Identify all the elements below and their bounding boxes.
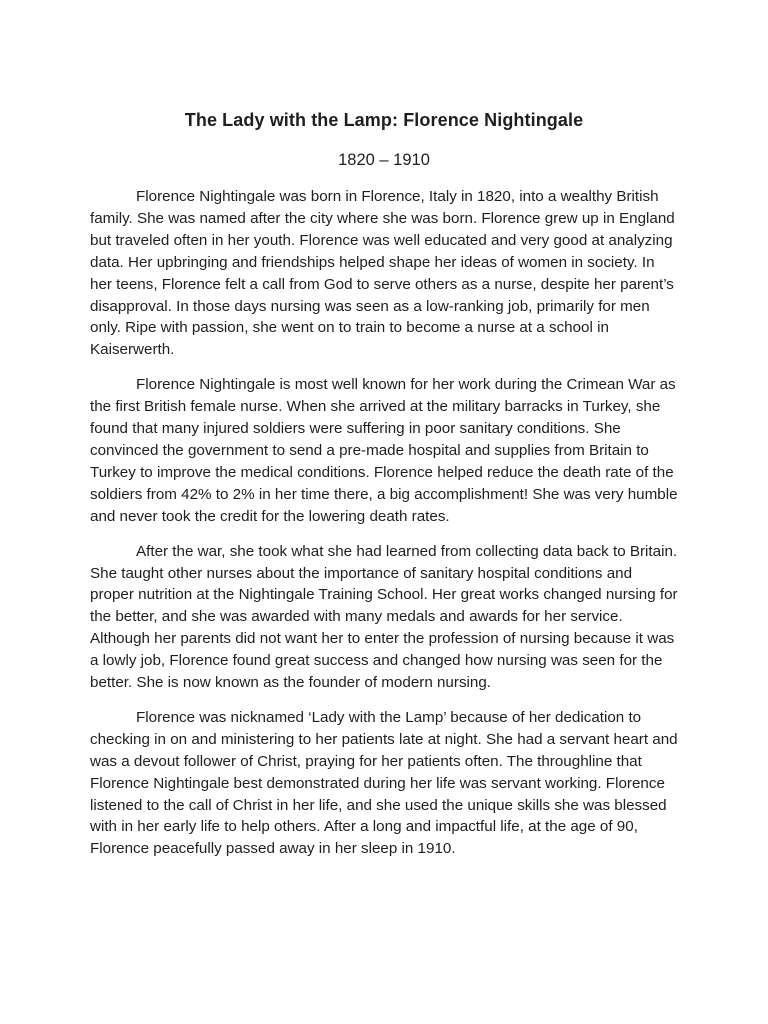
document-title: The Lady with the Lamp: Florence Nightingale — [184, 110, 584, 130]
paragraph-early-life: Florence Nightingale was born in Florence, Italy in 1820, into a wealthy British family. She was named after the city where she was born. Florence grew up in England but traveled often in her youth. Florence was well educated and very good at analyzing data. Her upbringing and friendships helped shape her ideas of women in society. In her teens, Florence felt a call from God to serve others as a nurse, despite her parent’s disapproval. In those days nursing was seen as a low-ranking job, primarily for men only. Ripe with passion, she went on to train to become a nurse at a school in Kaiserwerth. — [90, 188, 675, 359]
paragraph-after-war: After the war, she took what she had learned from collecting data back to Britain. She taught other nurses about the importance of sanitary hospital conditions and proper nutrition at the Nightingale Training School. Her great works changed nursing for the better, and she was awarded with many medals and awards for her service. Although her parents did not want her to enter the profession of nursing because it was a lowly job, Florence found great success and changed how nursing was seen for the better. She is now known as the founder of modern nursing. — [90, 542, 678, 692]
document-page — [90, 0, 678, 1024]
life-dates: 1820 – 1910 — [338, 151, 430, 169]
paragraph-lady-with-lamp: Florence was nicknamed ‘Lady with the Lamp’ because of her dedication to checking in on and ministering to her patients late at night. She had a servant heart and was a devout follower of Christ, praying for her patients often. The throughline that Florence Nightingale best demonstrated during her life was servant working. Florence listened to the call of Christ in her life, and she used the unique skills she was blessed with in her early life to help others. After a long and impactful life, at the age of 90, Florence peacefully passed away in her sleep in 1910. — [90, 708, 678, 858]
document-body — [90, 186, 678, 860]
paragraph-crimean-war: Florence Nightingale is most well known for her work during the Crimean War as the first British female nurse. When she arrived at the military barracks in Turkey, she found that many injured soldiers were suffering in poor sanitary conditions. She convinced the government to send a pre-made hospital and supplies from Britain to Turkey to improve the medical conditions. Florence helped reduce the death rate of the soldiers from 42% to 2% in her time there, a big accomplishment! She was very humble and never took the credit for the lowering death rates. — [90, 376, 678, 525]
